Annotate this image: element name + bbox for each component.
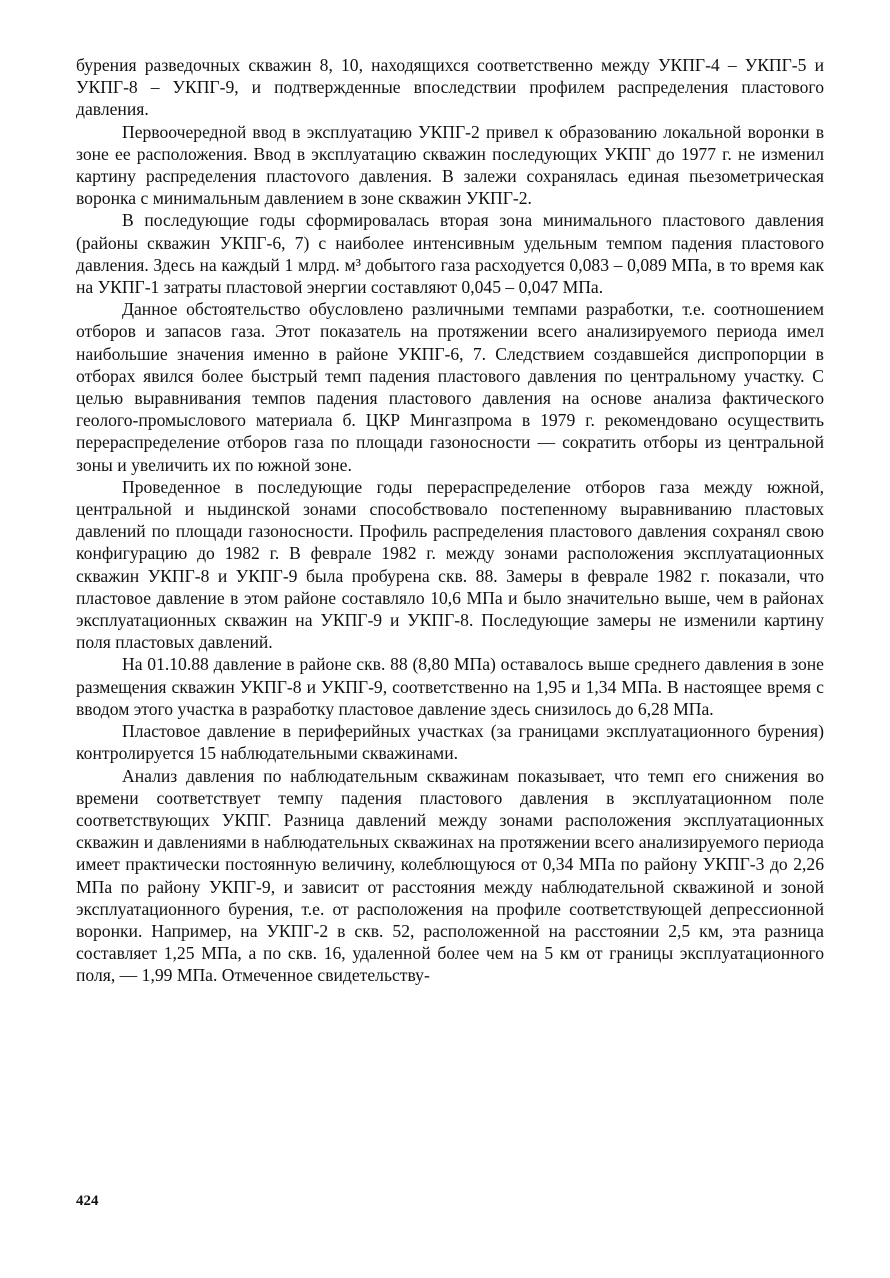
page-body [76, 54, 824, 987]
paragraph: Проведенное в последующие годы перераспределение отборов газа между южной, центральной и ныдинской зонами способствовало постепенному выравниванию пластовых давлений по площади газоносности. Профиль распределения пластового давления сохранял свою конфигурацию до 1982 г. В феврале 1982 г. между зонами расположения эксплуатационных скважин УКПГ-8 и УКПГ-9 была пробурена скв. 88. Замеры в феврале 1982 г. показали, что пластовое давление в этом районе составляло 10,6 МПа и было значительно выше, чем в районах эксплуатационных скважин на УКПГ-9 и УКПГ-8. Последующие замеры не изменили картину поля пластовых давлений. [76, 476, 824, 653]
paragraph: На 01.10.88 давление в районе скв. 88 (8,80 МПа) оставалось выше среднего давления в зоне размещения скважин УКПГ-8 и УКПГ-9, соответственно на 1,95 и 1,34 МПа. В настоящее время с вводом этого участка в разработку пластовое давление здесь снизилось до 6,28 МПа. [76, 654, 824, 719]
paragraph: В последующие годы сформировалась вторая зона минимального пластового давления (районы скважин УКПГ-6, 7) с наиболее интенсивным удельным темпом падения пластового давления. Здесь на каждый 1 млрд. м³ добытого газа расходуется 0,083 – 0,089 МПа, в то время как на УКПГ-1 затраты пластовой энергии составляют 0,045 – 0,047 МПа. [76, 210, 824, 298]
paragraph: Первоочередной ввод в эксплуатацию УКПГ-2 привел к образованию локальной воронки в зоне ее расположения. Ввод в эксплуатацию скважин последующих УКПГ до 1977 г. не изменил картину распределения пластоvого давления. В залежи сохранялась единая пьезометрическая воронка с минимальным давлением в зоне скважин УКПГ-2. [76, 121, 824, 209]
paragraph-continuation: бурения разведочных скважин 8, 10, находящихся соответственно между УКПГ-4 – УКПГ-5 и УКПГ-8 – УКПГ-9, и подтвержденные впоследствии профилем распределения пластового давления. [76, 55, 824, 120]
page-number: 424 [76, 1193, 99, 1209]
paragraph: Данное обстоятельство обусловлено различными темпами разработки, т.е. соотношением отборов и запасов газа. Этот показатель на протяжении всего анализируемого периода имел наибольшие значения именно в районе УКПГ-6, 7. Следствием создавшейся диспропорции в отборах явился более быстрый темп падения пластового давления по центральному участку. С целью выравнивания темпов падения пластового давления на основе анализа фактического геолого-промыслового материала б. ЦКР Мингазпрома в 1979 г. рекомендовано осуществить перераспределение отборов газа по площади газоносности — сократить отборы из центральной зоны и увеличить их по южной зоне. [76, 299, 824, 475]
paragraph: Пластовое давление в периферийных участках (за границами эксплуатационного бурения) контролируется 15 наблюдательными скважинами. [76, 721, 824, 764]
paragraph: Анализ давления по наблюдательным скважинам показывает, что темп его снижения во времени соответствует темпу падения пластового давления в эксплуатационном поле соответствующих УКПГ. Разница давлений между зонами расположения эксплуатационных скважин и давлениями в наблюдательных скважинах на протяжении всего анализируемого периода имеет практически постоянную величину, колеблющуюся от 0,34 МПа по району УКПГ-3 до 2,26 МПа по району УКПГ-9, и зависит от расстояния между наблюдательной скважиной и зоной эксплуатационного бурения, т.е. от расположения на профиле соответствующей депрессионной воронки. Например, на УКПГ-2 в скв. 52, расположенной на расстоянии 2,5 км, эта разница составляет 1,25 МПа, а по скв. 16, удаленной более чем на 5 км от границы эксплуатационного поля, — 1,99 МПа. Отмеченное свидетельству- [76, 765, 824, 986]
